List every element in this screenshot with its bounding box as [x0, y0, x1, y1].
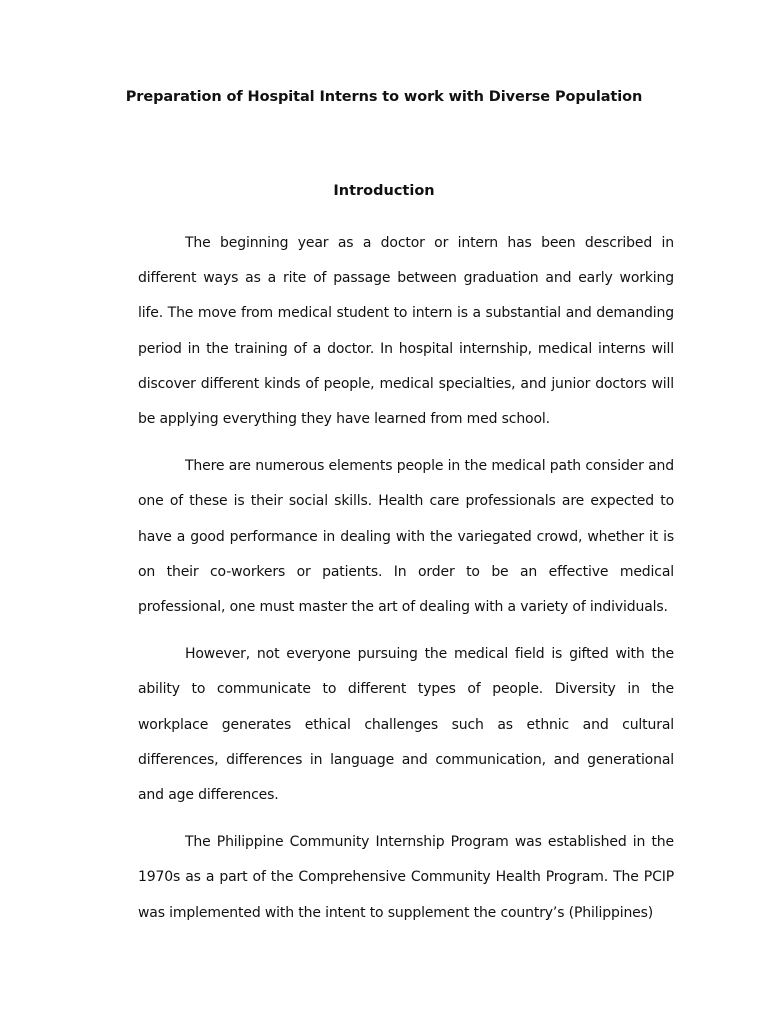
- paragraph-2: There are numerous elements people in the medical path consider and one of these is their social skills. Health care professionals are expected to have a good performance in dealing with the variegated crowd, whether it is on their co-workers or patients. In order to be an effective medical professional, one must master the art of dealing with a variety of individuals.: [138, 458, 674, 616]
- paragraph-4: The Philippine Community Internship Program was established in the 1970s as a part of the Comprehensive Community Health Program. The PCIP was implemented with the intent to supplement the country’s (Philippines): [138, 834, 674, 921]
- document-title: Preparation of Hospital Interns to work with Diverse Population: [125, 89, 643, 105]
- paragraph-3: However, not everyone pursuing the medical field is gifted with the ability to communicate to different types of people. Diversity in the workplace generates ethical challenges such as ethnic and cultural differences, differences in language and communication, and generational and age differences.: [138, 646, 674, 804]
- document-body: [138, 226, 674, 943]
- paragraph-1: The beginning year as a doctor or intern has been described in different ways as a rite of passage between graduation and early working life. The move from medical student to intern is a substantial and demanding period in the training of a doctor. In hospital internship, medical interns will discover different kinds of people, medical specialties, and junior doctors will be applying everything they have learned from med school.: [138, 235, 674, 428]
- section-heading-introduction: Introduction: [333, 183, 435, 199]
